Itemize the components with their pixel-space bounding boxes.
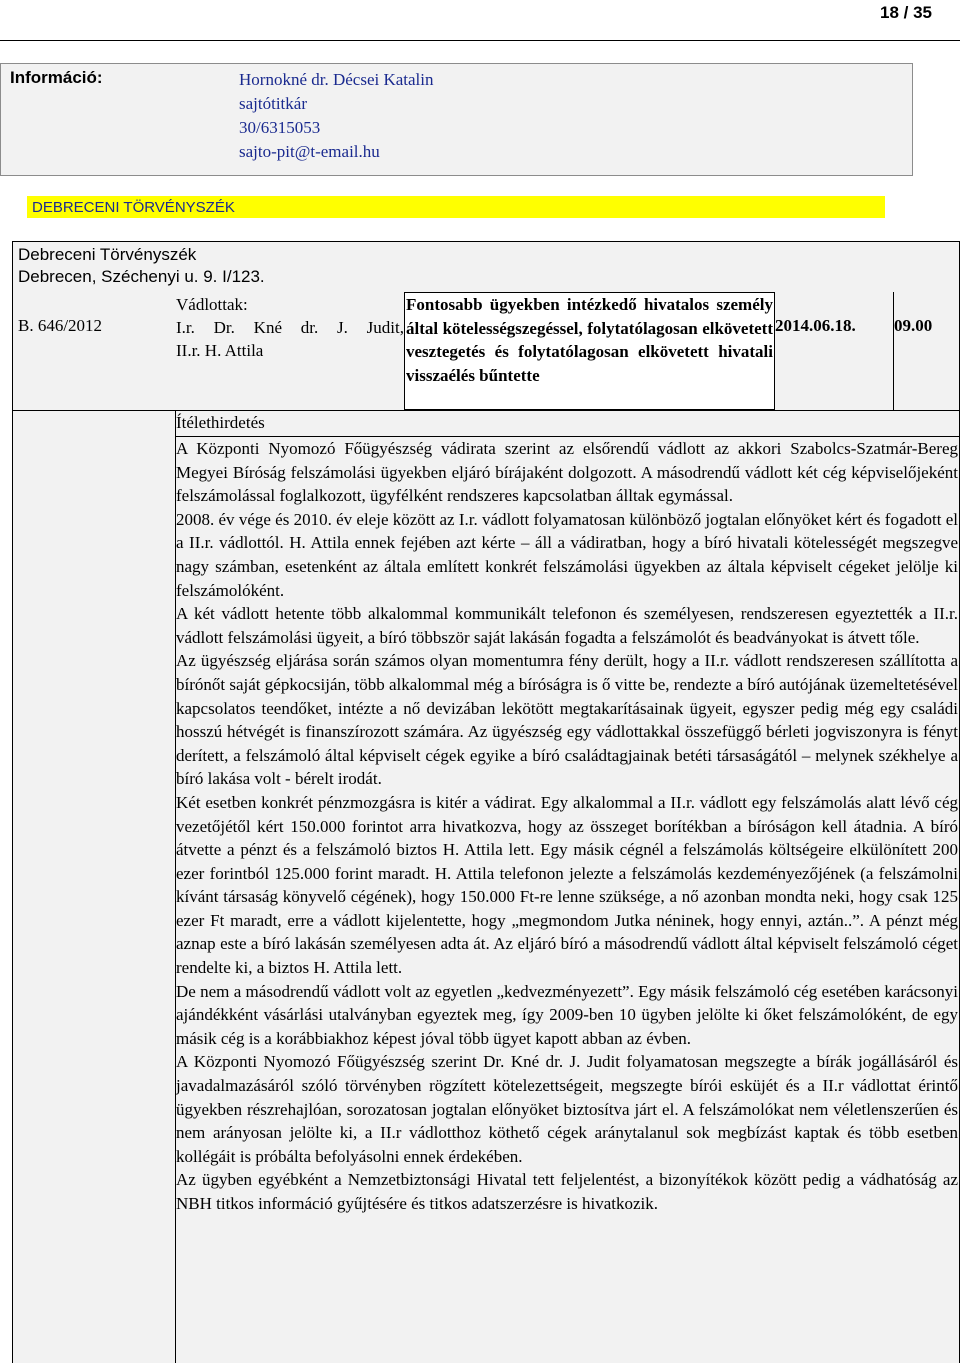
defendant-1-word: Kné — [253, 318, 282, 337]
case-description — [176, 437, 958, 1216]
paragraph: Az ügyészség eljárása során számos olyan momentumra fény derült, hogy a II.r. vádlott rendszeresen szállította a bírónőt saját gépkocsiján, több alkalommal még a bíróságra is ő vitte be, rendezte a bíró autójának üzemeltetésével kapcsolatos teendőket, intézte a nő devizában lekötött megtakarításainak ügyeit, egyszer pedig még egy családi hosszú hétvégét is finanszírozott számára. Az ügyészség egy vádlottakkal összefüggő bérleti jogviszonyra is fényt derített, a felszámoló által képviselt cégek egyike a bíró családtagjainak betéti társaságától – melynek székhelye a bíró lakása volt - bérelt irodát. — [176, 651, 958, 789]
hearing-date: 2014.06.18. — [775, 316, 856, 335]
paragraph: De nem a másodrendű vádlott volt az egyetlen „kedvezményezett”. Egy másik felszámoló cég esetében karácsonyi ajándékként vásárlási utalványban egyeztek meg, így 2009-ben 10 ügyben jelölte ki őket felszámolóként, de egy másik cég is a korábbiakhoz képest jóval több ügyet kapott abban az évben. — [176, 981, 958, 1048]
defendant-1 — [176, 316, 404, 339]
contact-email: sajto-pit@t-email.hu — [239, 142, 380, 161]
info-label: Információ: — [10, 68, 103, 87]
info-box — [0, 63, 913, 176]
charge-text: Fontosabb ügyekben intézkedő hivatalos személy által kötelességszegéssel, folytatólagosan elkövetett vesztegetés és folytatólagosan elkövetett hivatali visszaélés bűntette — [406, 295, 773, 385]
court-name: Debreceni Törvényszék — [18, 245, 197, 264]
court-banner: DEBRECENI TÖRVÉNYSZÉK — [27, 196, 885, 218]
defendant-1-word: Dr. — [213, 318, 235, 337]
court-header — [18, 244, 265, 288]
paragraph: 2008. év vége és 2010. év eleje között az I.r. vádlott folyamatosan különböző jogtalan előnyöket kért és fogadott el a II.r. vádlottól. H. Attila ennek fejében azt kérte – áll a vádiratban, hogy a bíró hivatali kötelességét megszegve nagy számban, esetenként az általa említett konkrét felszámolási ügyekben az általa képviselt cégeket jelölje ki felszámolóként. — [176, 509, 958, 600]
paragraph: Két esetben konkrét pénzmozgásra is kitér a vádirat. Egy alkalommal a II.r. vádlott egy felszámolás alatt lévő cég vezetőjétől kért 150.000 forintot arra hivatkozva, hogy az összeget borítékban a bíróságon kell átadnia. A bíró átvette a pénzt és a felszámoló biztos H. Attila lett. Egy másik cégnél a felszámolás költségeire elkülönített 200 ezer forintból 125.000 forint maradt. H. Attila telefonon jelezte a felszámolás kezdeményezőjének (a felszámolni kívánt társaság könyvelő cégének), hogy 150.000 Ft-re lenne szüksége, a nő azonban mondta neki, hogy csak 125 ezer Ft maradt, erre a vádlott kijelentette, hogy „megmondom Jutka néninek, hogy ennyi, aztán..”. A pénzt még aznap este a bíró lakásán személyesen adta át. Az eljáró bíró a másodrendű vádlott által képviselt felszámoló céget rendelte ki, a biztos H. Attila lett. — [176, 792, 958, 978]
page-number: 18 / 35 — [880, 3, 932, 22]
defendant-2: II.r. H. Attila — [176, 341, 264, 360]
defendant-1-word: I.r. — [176, 318, 195, 337]
case-number: B. 646/2012 — [18, 316, 103, 335]
hearing-time: 09.00 — [894, 316, 933, 335]
paragraph: Az ügyben egyébként a Nemzetbiztonsági Hivatal tett feljelentést, a bizonyítékok között pedig a vádhatóság az NBH titkos információ gyűjtésére és titkos adatszerzésre is hivatkozik. — [176, 1170, 958, 1213]
contact-role: sajtótitkár — [239, 94, 307, 113]
defendant-1-word: Judit, — [366, 318, 404, 337]
defendants — [176, 293, 404, 362]
defendant-1-word: dr. — [300, 318, 319, 337]
paragraph: A két vádlott hetente több alkalommal kommunikált telefonon és személyesen, rendszeresen egyeztették a II.r. vádlott felszámolási ügyeit, a bíró többször saját lakásán fogadta a felszámolót és beadványokat is átvett tőle. — [176, 604, 958, 647]
defendants-label: Vádlottak: — [176, 295, 248, 314]
contact-info — [239, 68, 434, 164]
contact-phone: 30/6315053 — [239, 118, 321, 137]
defendant-1-word: J. — [337, 318, 348, 337]
court-address: Debrecen, Széchenyi u. 9. I/123. — [18, 267, 265, 286]
time-divider — [893, 292, 894, 410]
row-divider — [12, 410, 960, 411]
paragraph: A Központi Nyomozó Főügyészség vádirata szerint az elsőrendű vádlott az akkori Szabolcs-Szatmár-Bereg Megyei Bíróság felszámolási ügyekben eljáró bírájaként dolgozott. A másodrendű vádlott két cég képviselőjeként felszámolással foglalkozott, ügyfélként rendszeres kapcsolatban álltak egymással. — [176, 439, 958, 506]
contact-name: Hornokné dr. Décsei Katalin — [239, 70, 434, 89]
header-rule — [0, 40, 960, 41]
hearing-type: Ítélethirdetés — [176, 413, 265, 432]
paragraph: A Központi Nyomozó Főügyészség szerint Dr. Kné dr. J. Judit folyamatosan megszegte a bírák jogállásáról és javadalmazásáról szóló törvényben rögzített kötelezettségeit, megszegte bírói esküjét és a II.r vádlottat érintő ügyekben részrehajlóan, sorozatosan jogtalan előnyöket biztosítva járt el. A felszámolókat nem véletlenszerűen és nem arányosan jelölte ki, a II.r vádlotthoz köthető cégek aránytalanul sok megbízást kaptak és több esetben kollégáit is próbálta befolyásolni ennek érdekében. — [176, 1052, 958, 1166]
